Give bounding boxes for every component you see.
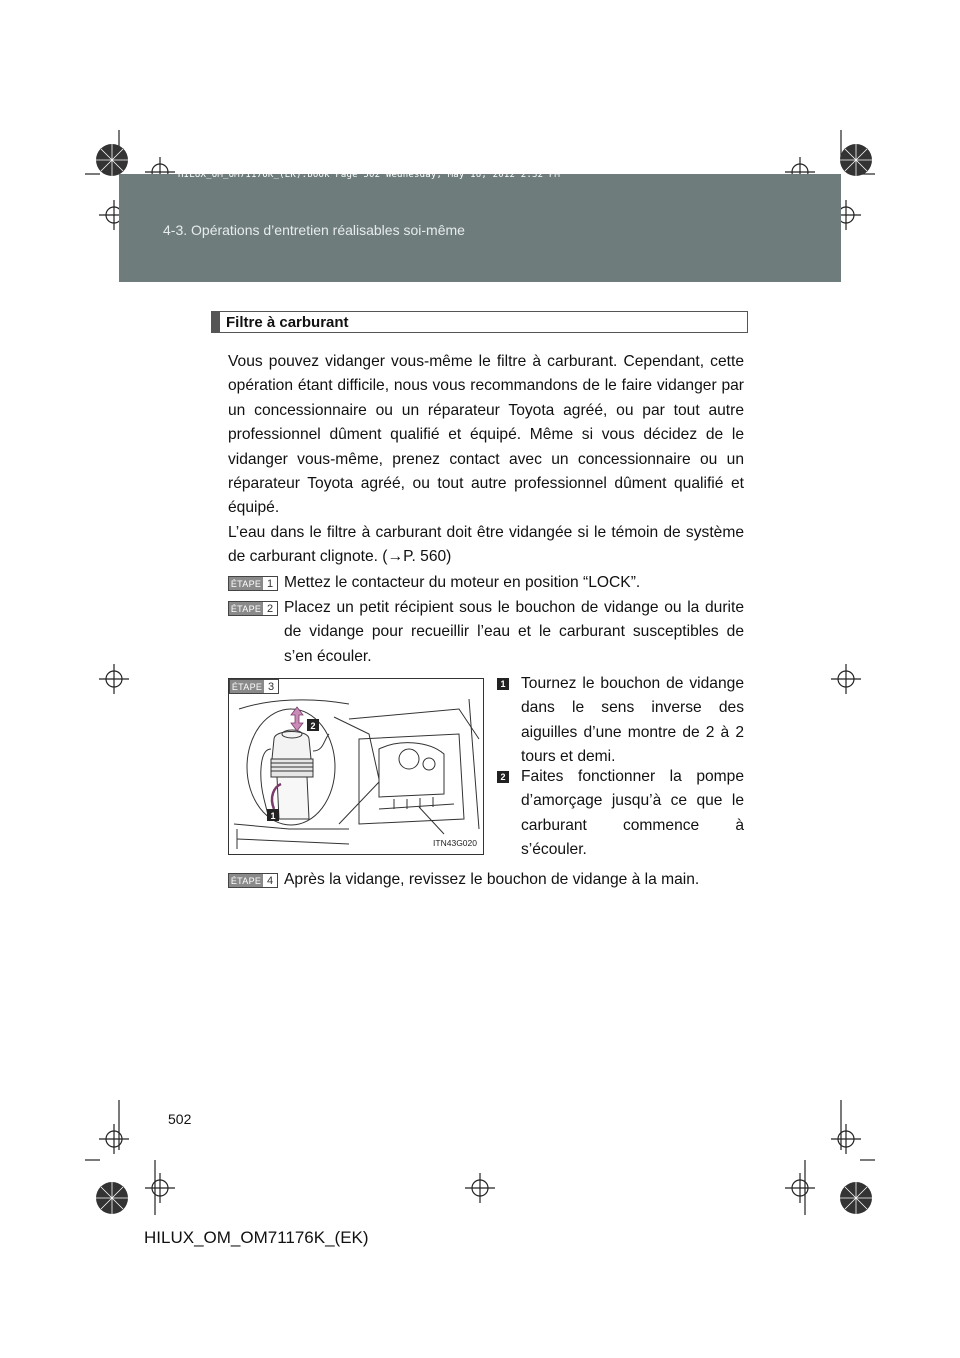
book-info-stamp: HILUX_OM_OM71176K_(EK).book Page 502 Wednesday, May 16, 2012 2:32 PM: [178, 170, 561, 180]
step-4-badge: [228, 873, 278, 888]
step-label: ÉTAPE: [230, 603, 262, 614]
fuel-filter-illustration: [228, 678, 484, 855]
instruction-1: [497, 672, 744, 770]
step-number: 1: [263, 577, 277, 590]
step-number: 2: [263, 602, 277, 615]
step-number: 3: [264, 680, 278, 693]
footer-code: HILUX_OM_OM71176K_(EK): [144, 1228, 369, 1247]
page-number: 502: [168, 1111, 192, 1127]
chapter-section-title: 4-3. Opérations d’entretien réalisables soi-même: [163, 222, 465, 238]
step-number: 4: [263, 874, 277, 887]
step-label: ÉTAPE: [231, 681, 263, 692]
engine-bay-drawing: [229, 679, 484, 855]
chapter-header: [119, 174, 841, 282]
step-2-text: Placez un petit récipient sous le bouchon de vidange ou la durite de vidange pour recueillir l’eau et le carburant susceptibles de s’en écouler.: [284, 599, 744, 665]
step-label: ÉTAPE: [230, 578, 262, 589]
figure-code: ITN43G020: [433, 838, 477, 848]
intro-paragraph: Vous pouvez vidanger vous-même le filtre à carburant. Cependant, cette opération étant difficile, nous vous recommandons de le faire vidanger par un concessionnaire ou un réparateur Toyota agréé, ou par tout autre professionnel dûment qualifié et équipé. Même si vous décidez de le vidanger vous-même, prenez contact avec un concessionnaire ou un réparateur Toyota agréé, ou tout autre professionnel dûment qualifié et équipé.: [228, 353, 744, 517]
step-1-text: Mettez le contacteur du moteur en position “LOCK”.: [284, 574, 641, 591]
section-title-box: [211, 311, 748, 333]
step-2-badge: [228, 601, 278, 616]
callout-1: 1: [270, 811, 276, 821]
instruction-2: [497, 765, 744, 863]
step-1-badge: [228, 576, 278, 591]
callout-2: 2: [310, 721, 316, 731]
warning-light-paragraph: L’eau dans le filtre à carburant doit être vidangée si le témoin de système de carburant clignote. (→P. 560): [228, 524, 744, 566]
step-4-text: Après la vidange, revissez le bouchon de vidange à la main.: [284, 871, 700, 888]
number-1-icon: 1: [497, 678, 509, 690]
section-title: Filtre à carburant: [226, 314, 349, 331]
step-label: ÉTAPE: [230, 875, 262, 886]
instruction-1-text: Tournez le bouchon de vidange dans le sens inverse des aiguilles d’une montre de 2 à 2 tours et demi.: [521, 675, 744, 766]
step-3-badge: [229, 679, 279, 694]
instruction-2-text: Faites fonctionner la pompe d’amorçage jusqu’à ce que le carburant commence à s’écouler.: [521, 768, 744, 859]
number-2-icon: 2: [497, 771, 509, 783]
